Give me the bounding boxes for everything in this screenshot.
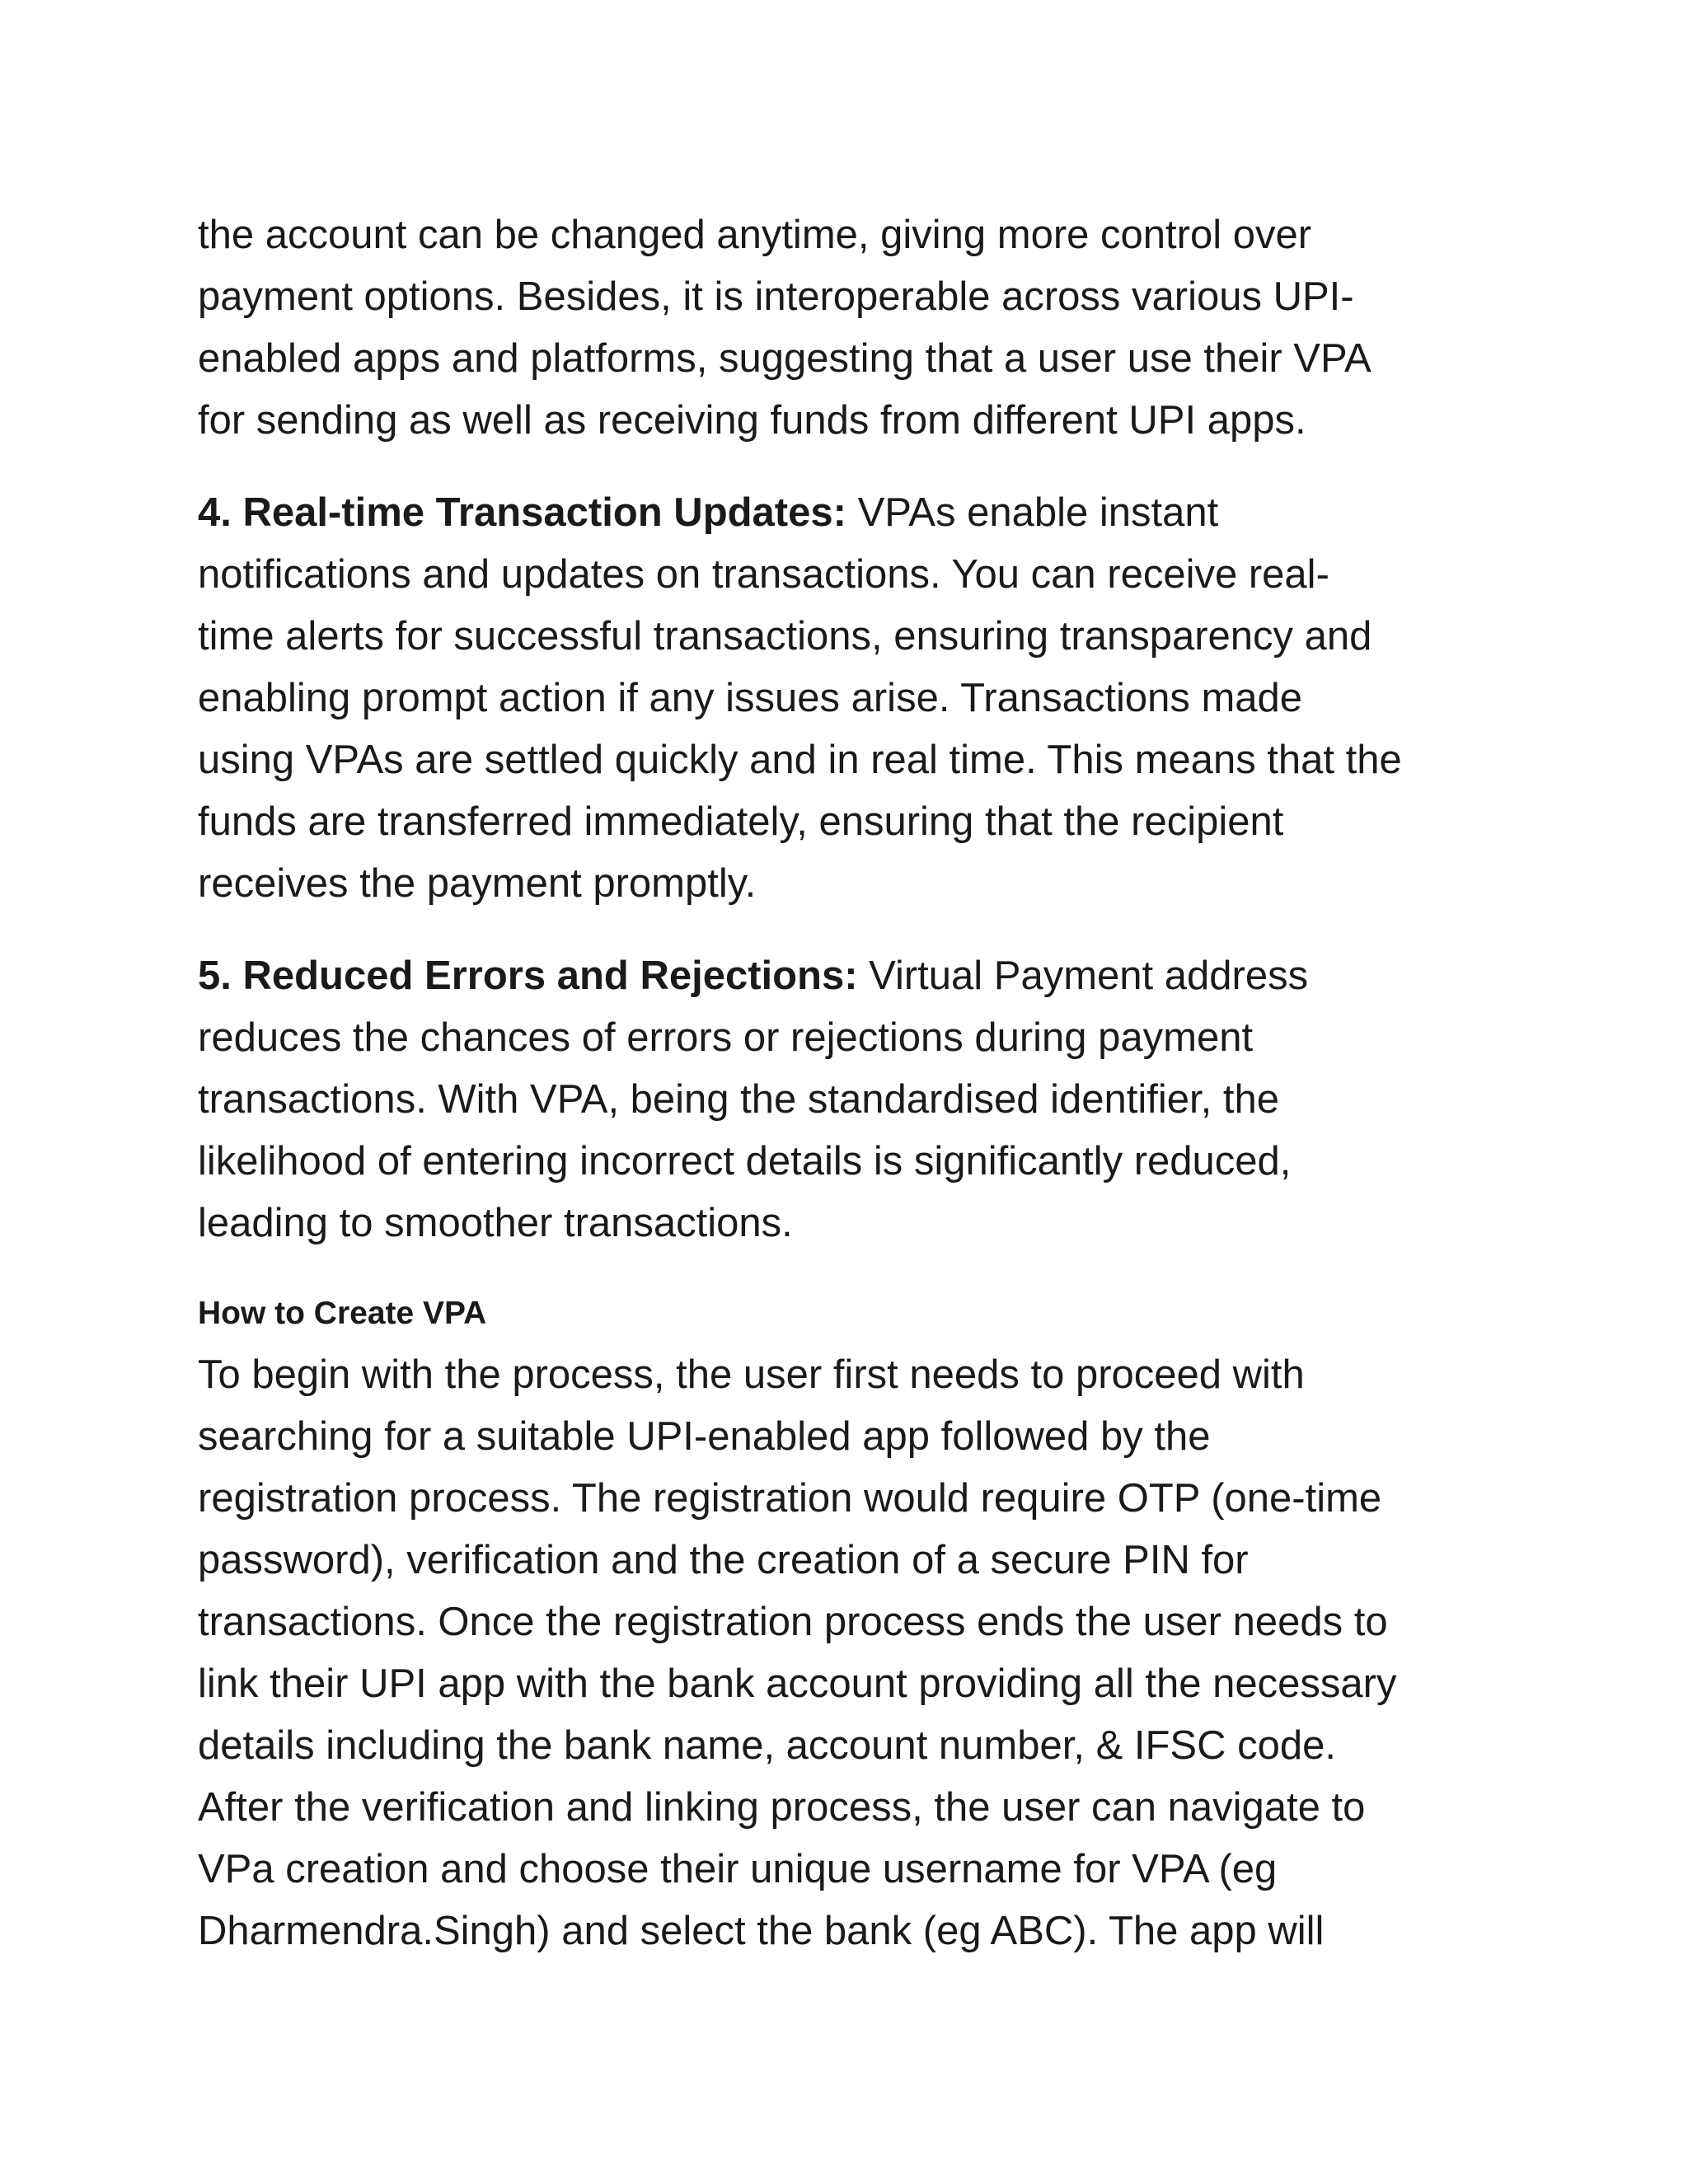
text-line: enabling prompt action if any issues arise. Transactions made: [198, 676, 1303, 720]
text-line: searching for a suitable UPI-enabled app followed by the: [198, 1414, 1211, 1459]
point-label: 4. Real-time Transaction Updates:: [198, 490, 846, 535]
text-line: receives the payment promptly.: [198, 861, 757, 906]
text-line: enabled apps and platforms, suggesting that a user use their VPA: [198, 336, 1372, 381]
text-line: reduces the chances of errors or rejections during payment: [198, 1015, 1254, 1060]
text-run: Virtual Payment address: [857, 954, 1309, 998]
text-line: password), verification and the creation of a secure PIN for: [198, 1538, 1249, 1582]
text-line: link their UPI app with the bank account providing all the necessary: [198, 1661, 1397, 1706]
text-line: for sending as well as receiving funds from different UPI apps.: [198, 398, 1306, 443]
text-line: [198, 482, 1500, 544]
section-heading: How to Create VPA: [198, 1296, 487, 1331]
paragraph-reduced-errors: [198, 945, 1500, 1254]
text-line: payment options. Besides, it is interoperable across various UPI-: [198, 274, 1354, 319]
text-line: transactions. With VPA, being the standardised identifier, the: [198, 1077, 1279, 1122]
text-line: registration process. The registration would require OTP (one-time: [198, 1476, 1382, 1521]
text-line: using VPAs are settled quickly and in real time. This means that the: [198, 738, 1402, 782]
paragraph-create-vpa: [198, 1344, 1500, 1962]
paragraph-real-time-updates: [198, 482, 1500, 915]
text-line: transactions. Once the registration process ends the user needs to: [198, 1600, 1388, 1644]
text-line: Dharmendra.Singh) and select the bank (eg ABC). The app will: [198, 1909, 1325, 1953]
text-line: After the verification and linking process, the user can navigate to: [198, 1785, 1366, 1830]
text-line: time alerts for successful transactions, ensuring transparency and: [198, 614, 1372, 658]
text-line: details including the bank name, account number, & IFSC code.: [198, 1723, 1336, 1768]
text-line: the account can be changed anytime, giving more control over: [198, 213, 1312, 257]
text-line: To begin with the process, the user first needs to proceed with: [198, 1352, 1305, 1397]
paragraph-interoperability: [198, 204, 1500, 452]
text-line: notifications and updates on transactions. You can receive real-: [198, 552, 1329, 597]
text-run: VPAs enable instant: [846, 490, 1219, 535]
text-line: likelihood of entering incorrect details is significantly reduced,: [198, 1139, 1292, 1183]
text-line: leading to smoother transactions.: [198, 1201, 793, 1245]
text-line: funds are transferred immediately, ensuring that the recipient: [198, 799, 1284, 844]
text-line: [198, 945, 1500, 1007]
document-page: [198, 204, 1500, 1962]
text-line: VPa creation and choose their unique username for VPA (eg: [198, 1847, 1278, 1891]
point-label: 5. Reduced Errors and Rejections:: [198, 954, 858, 998]
